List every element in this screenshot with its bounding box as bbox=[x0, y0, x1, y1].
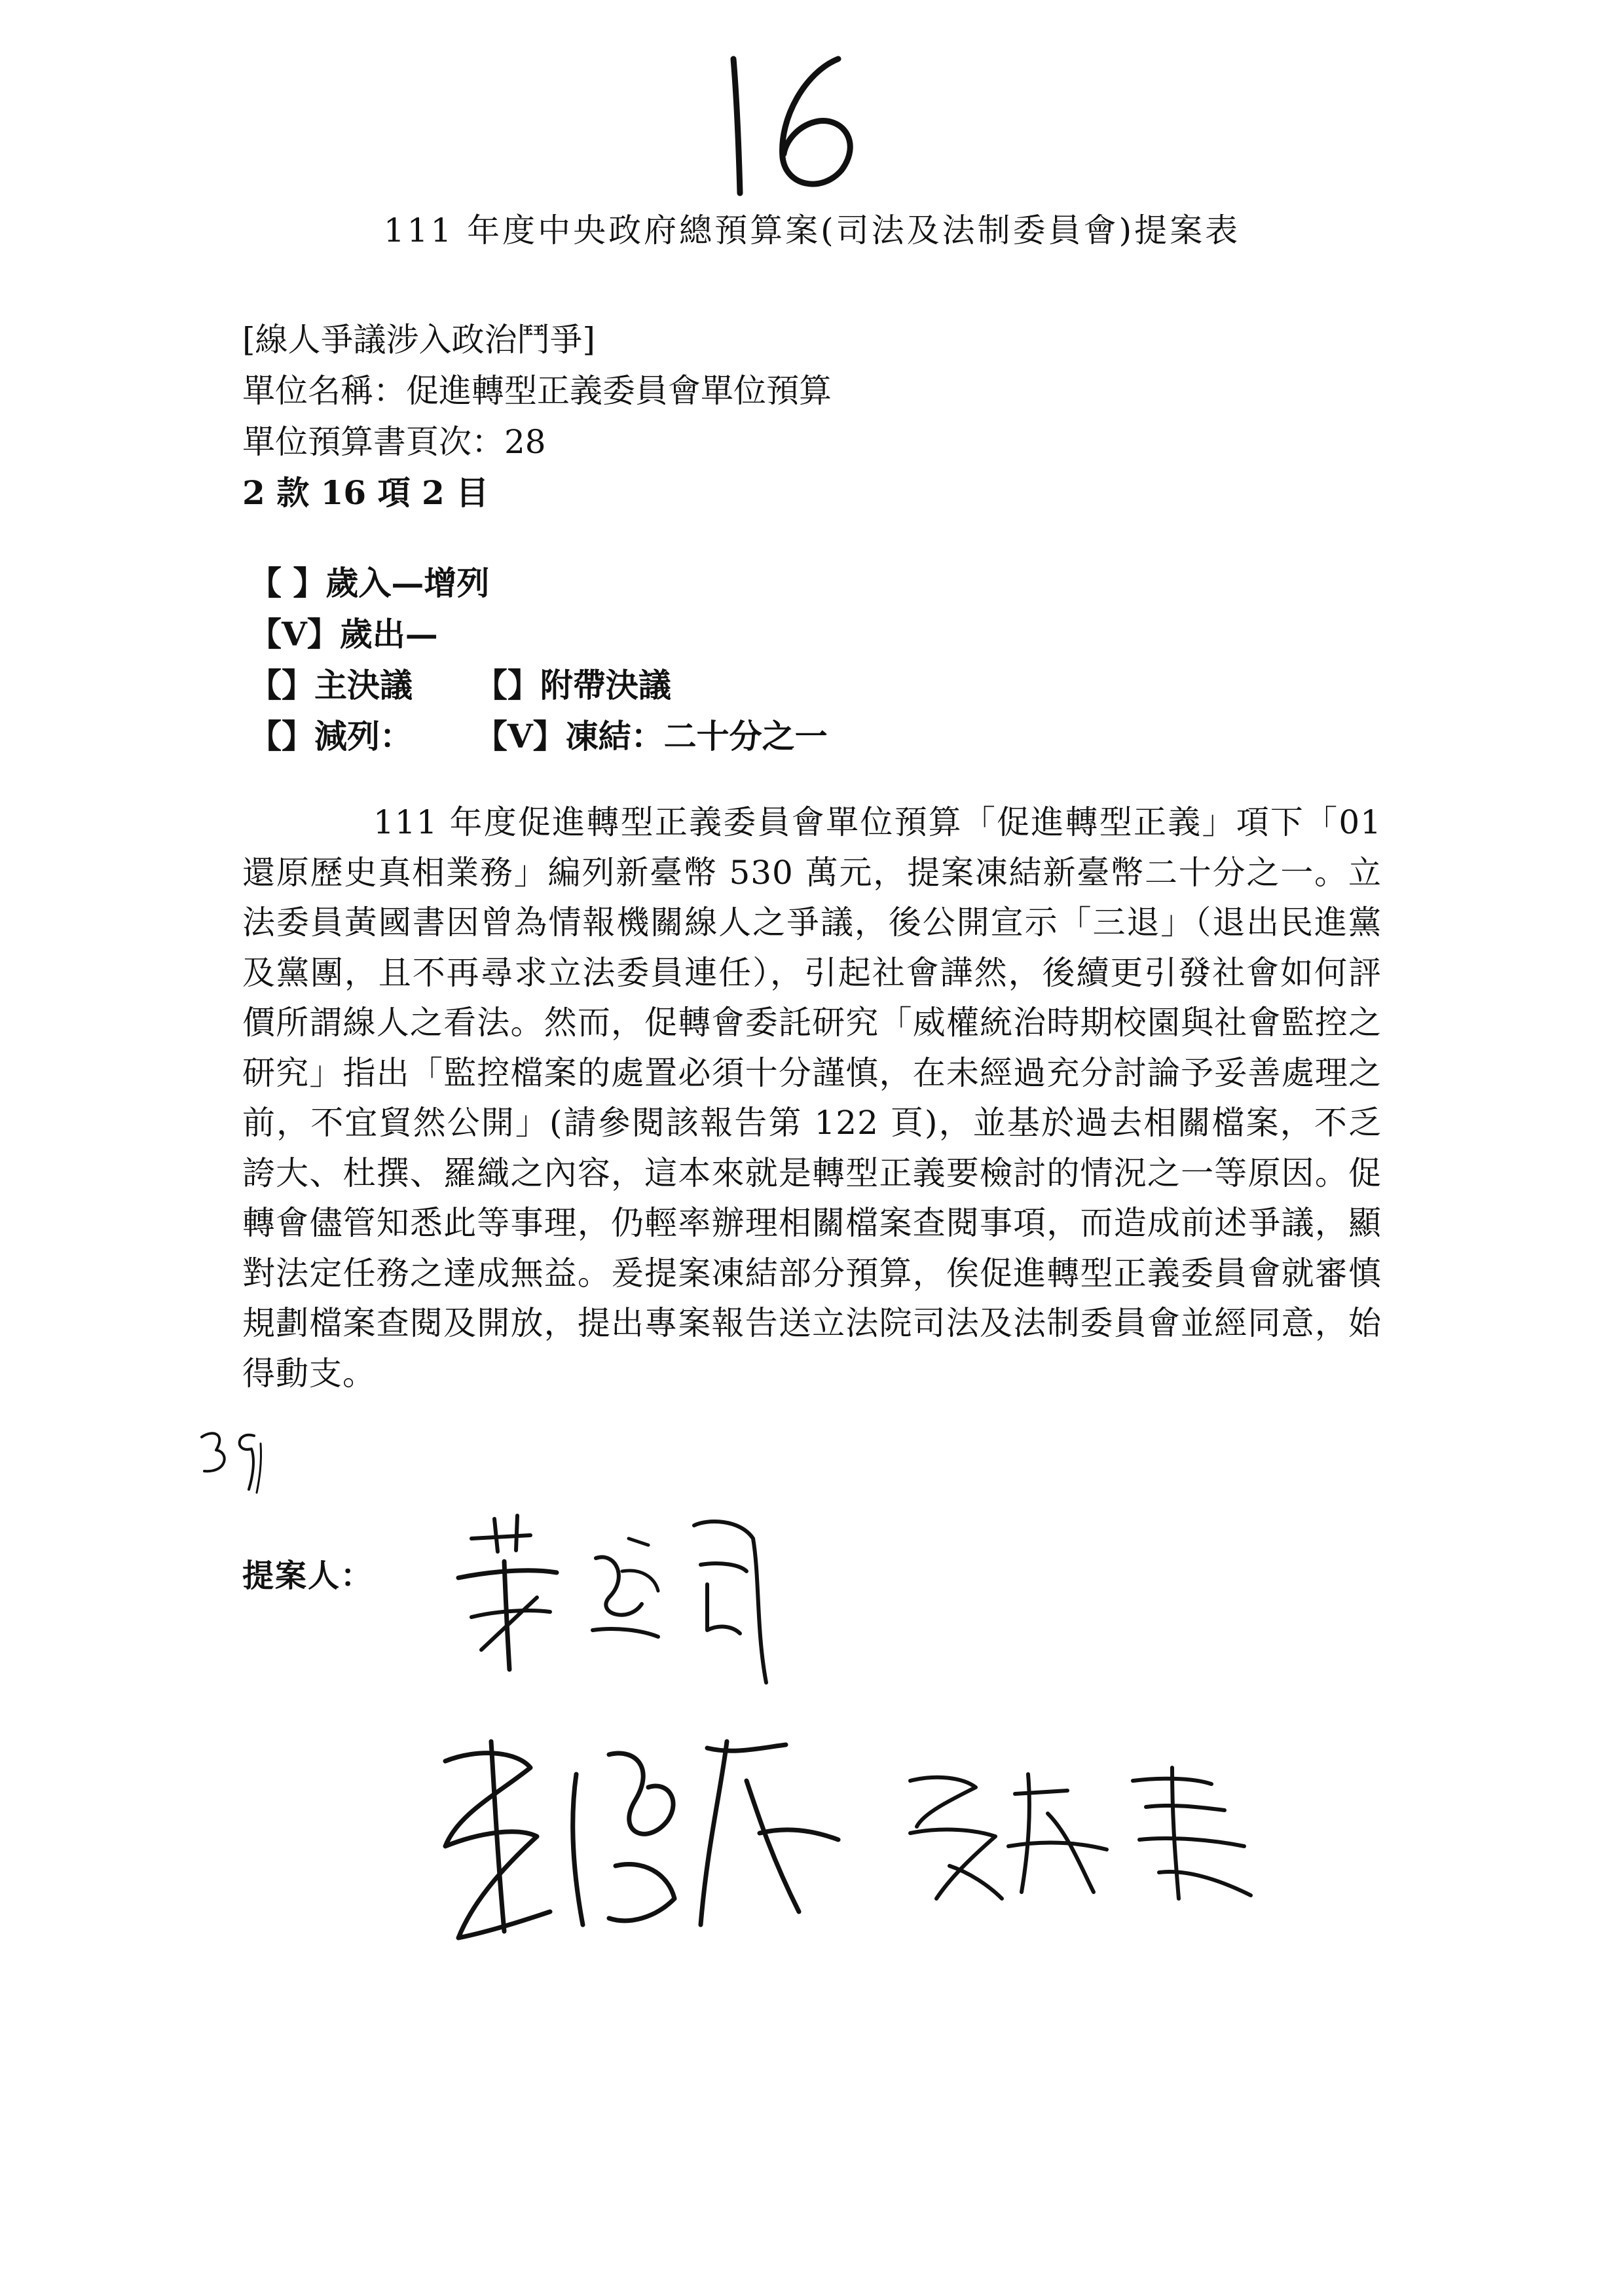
unit-name-line: 單位名稱：促進轉型正義委員會單位預算 bbox=[242, 372, 832, 410]
page-ref-line: 單位預算書頁次：28 bbox=[242, 423, 546, 461]
option-main-resolution: 【】主決議 bbox=[249, 666, 413, 704]
handwritten-page-number bbox=[707, 46, 877, 203]
option-reduce-freeze bbox=[249, 711, 828, 762]
signature-1 bbox=[432, 1499, 799, 1709]
option-freeze: 【V】凍結：二十分之一 bbox=[474, 717, 828, 756]
subject-line: [線人爭議涉入政治鬥爭] bbox=[242, 321, 596, 359]
proposal-body: 111 年度促進轉型正義委員會單位預算「促進轉型正義」項下「01 還原歷史真相業務」編列新臺幣 530 萬元，提案凍結新臺幣二十分之一。立法委員黃國書因曾為情報機關線人之爭議，後公開宣示「三退」（退出民進黨及黨團，且不再尋求立法委員連任），引起社會譁然，後續更引發社會如何評價所謂線人之看法。然而，促轉會委託研究「威權統治時期校園與社會監控之研究」指出「監控檔案的處置必須十分謹慎，在未經過充分討論予妥善處理之前，不宜貿然公開」(請參閱該報告第 122 頁)，並基於過去相關檔案，不乏誇大、杜撰、羅織之內容，這本來就是轉型正義要檢討的情況之一等原因。促轉會儘管知悉此等事理，仍輕率辦理相關檔案查閱事項，而造成前述爭議，顯對法定任務之達成無益。爰提案凍結部分預算，俟促進轉型正義委員會就審慎規劃檔案查閱及開放，提出專案報告送立法院司法及法制委員會並經同意，始得動支。 bbox=[242, 803, 1382, 1393]
meta-block bbox=[242, 314, 832, 519]
option-reduce: 【】減列： bbox=[249, 717, 413, 756]
document-title: 111 年度中央政府總預算案(司法及法制委員會)提案表 bbox=[383, 211, 1241, 249]
option-expenditure: 【V】歲出— bbox=[249, 615, 438, 653]
option-side-resolution: 【】附帶決議 bbox=[474, 666, 671, 704]
signature-2 bbox=[419, 1715, 877, 1977]
item-ref-line: 2 款 16 項 2 目 bbox=[242, 473, 489, 512]
option-resolutions bbox=[249, 660, 828, 711]
handwritten-margin-note bbox=[196, 1424, 268, 1496]
proposer-label: 提案人： bbox=[242, 1558, 374, 1594]
signature-3 bbox=[897, 1755, 1264, 1912]
options-block bbox=[249, 558, 828, 762]
option-revenue: 【 】歲入—增列 bbox=[249, 564, 490, 602]
